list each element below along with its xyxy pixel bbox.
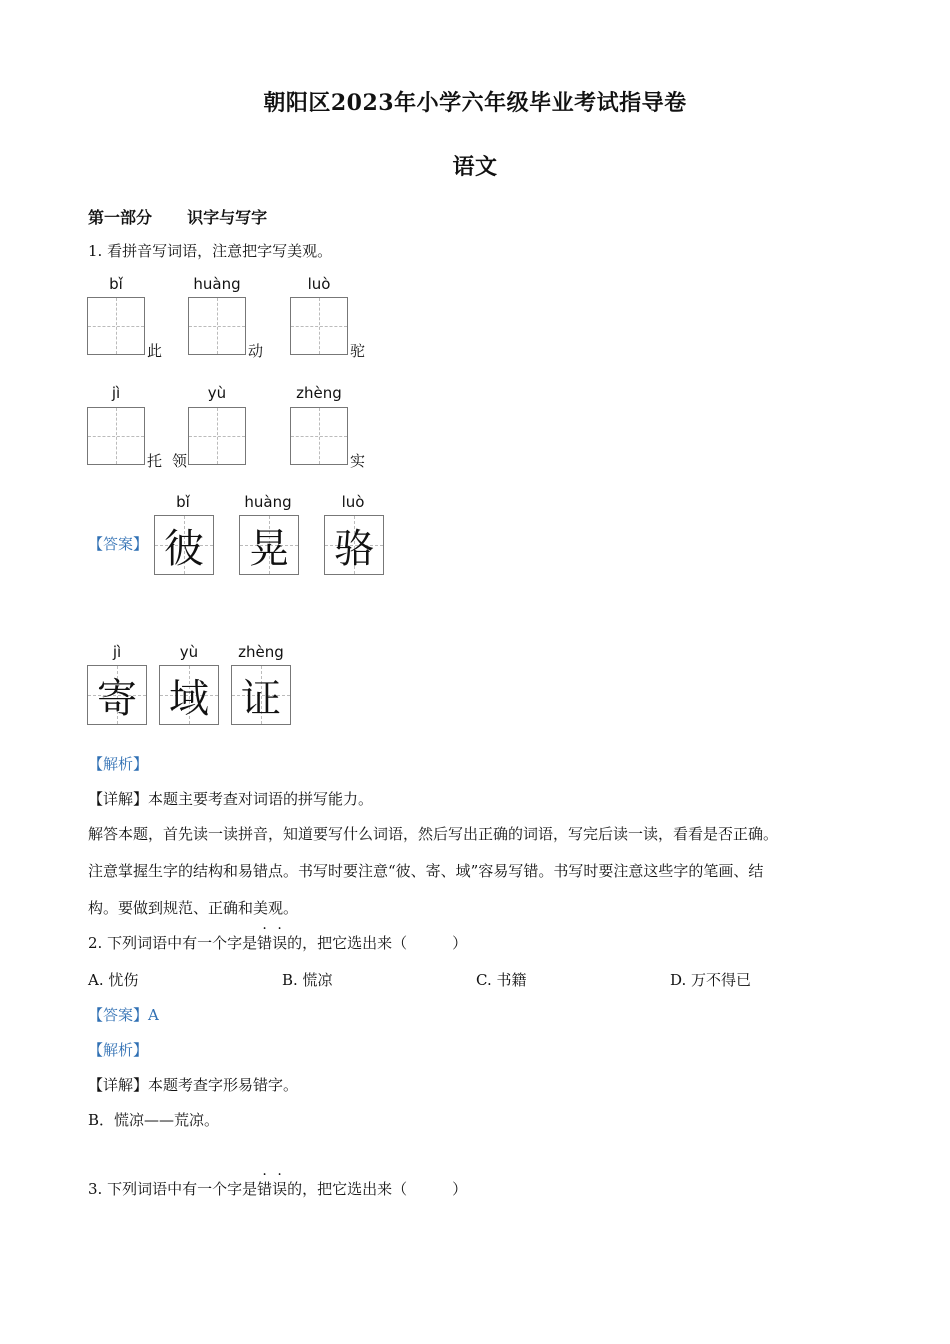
explanation-paragraph: 注意掌握生字的结构和易错点。书写时要注意“彼、寄、域”容易写错。书写时要注意这些字的笔画、结: [88, 862, 764, 880]
answer-label: 【答案】: [88, 1006, 149, 1024]
answer-box: [239, 515, 299, 575]
subject-title: 语文: [452, 154, 498, 180]
pinyin-label: zhèng: [296, 384, 342, 402]
answer-char: 寄: [97, 675, 137, 722]
answer-box: [87, 665, 147, 725]
answer-box: [159, 665, 219, 725]
writing-box[interactable]: [87, 297, 145, 355]
analysis-label: 【解析】: [88, 755, 149, 773]
pinyin-label: yù: [207, 384, 227, 402]
answer-char: 晃: [249, 525, 289, 572]
explanation-paragraph: 解答本题，首先读一读拼音，知道要写什么词语，然后写出正确的词语，写完后读一读，看看是否正确。: [88, 825, 779, 843]
pinyin-label: jì: [111, 384, 121, 402]
pinyin-label: huàng: [244, 493, 292, 511]
detail-line: [88, 1074, 298, 1095]
detail-label: 【详解】: [88, 790, 149, 808]
detail-text: 本题主要考查对词语的拼写能力。: [148, 790, 374, 808]
pinyin-label: yù: [179, 643, 199, 661]
explanation-paragraph: 构。要做到规范、正确和美观。: [88, 899, 299, 917]
pinyin-label: luò: [341, 493, 365, 511]
answer-box: [231, 665, 291, 725]
word-prefix: 领: [172, 452, 188, 470]
answer-char: 域: [169, 675, 209, 722]
answer-box: [324, 515, 384, 575]
pinyin-label: luò: [307, 275, 331, 293]
q2-stem-text: 2. 下列词语中有一个字是: [88, 934, 258, 952]
answer-char: 骆: [334, 525, 374, 572]
detail-label: 【详解】: [88, 1076, 149, 1094]
answer-char: 彼: [164, 525, 204, 572]
section-header: [88, 205, 267, 228]
option-d[interactable]: D. 万不得已: [670, 971, 752, 989]
pinyin-label: zhèng: [238, 643, 284, 661]
q2-stem-text: 的，把它选出来（ ）: [287, 934, 468, 952]
option-c[interactable]: C. 书籍: [476, 971, 527, 989]
option-a[interactable]: A. 忧伤: [88, 971, 139, 989]
answer-char: 证: [241, 675, 281, 722]
section-name: 识字与写字: [187, 208, 268, 227]
answer-label: 【答案】: [88, 535, 149, 553]
answer-box: [154, 515, 214, 575]
emphasis-char: 错: [257, 934, 273, 952]
q1-stem: 1. 看拼音写词语，注意把字写美观。: [88, 242, 333, 260]
word-suffix: 实: [350, 452, 366, 470]
pinyin-label: jì: [112, 643, 122, 661]
detail-line: [88, 788, 373, 809]
pinyin-label: huàng: [193, 275, 241, 293]
page-title: 朝阳区2023年小学六年级毕业考试指导卷: [263, 90, 687, 116]
analysis-label: 【解析】: [88, 1041, 149, 1059]
word-suffix: 驼: [350, 342, 366, 360]
q3-stem-text: 的，把它选出来（ ）: [287, 1180, 468, 1198]
word-suffix: 托: [147, 452, 163, 470]
word-suffix: 动: [248, 342, 264, 360]
q3-stem: [88, 1178, 467, 1199]
q2-stem: [88, 932, 467, 953]
pinyin-label: bǐ: [176, 493, 190, 511]
writing-box[interactable]: [290, 297, 348, 355]
writing-box[interactable]: [87, 407, 145, 465]
writing-box[interactable]: [188, 407, 246, 465]
emphasis-char: 错: [257, 1180, 273, 1198]
detail-text: 本题考查字形易错字。: [148, 1076, 299, 1094]
pinyin-label: bǐ: [109, 275, 123, 293]
q3-stem-text: 3. 下列词语中有一个字是: [88, 1180, 258, 1198]
emphasis-char: 误: [272, 1180, 288, 1198]
option-b[interactable]: B. 慌凉: [282, 971, 333, 989]
answer-value: A: [148, 1006, 159, 1024]
explanation-paragraph: B．慌凉——荒凉。: [88, 1111, 220, 1129]
section-label: 第一部分: [88, 208, 153, 227]
word-suffix: 此: [147, 342, 163, 360]
writing-box[interactable]: [290, 407, 348, 465]
writing-box[interactable]: [188, 297, 246, 355]
emphasis-char: 误: [272, 934, 288, 952]
answer-line: [88, 1004, 159, 1025]
